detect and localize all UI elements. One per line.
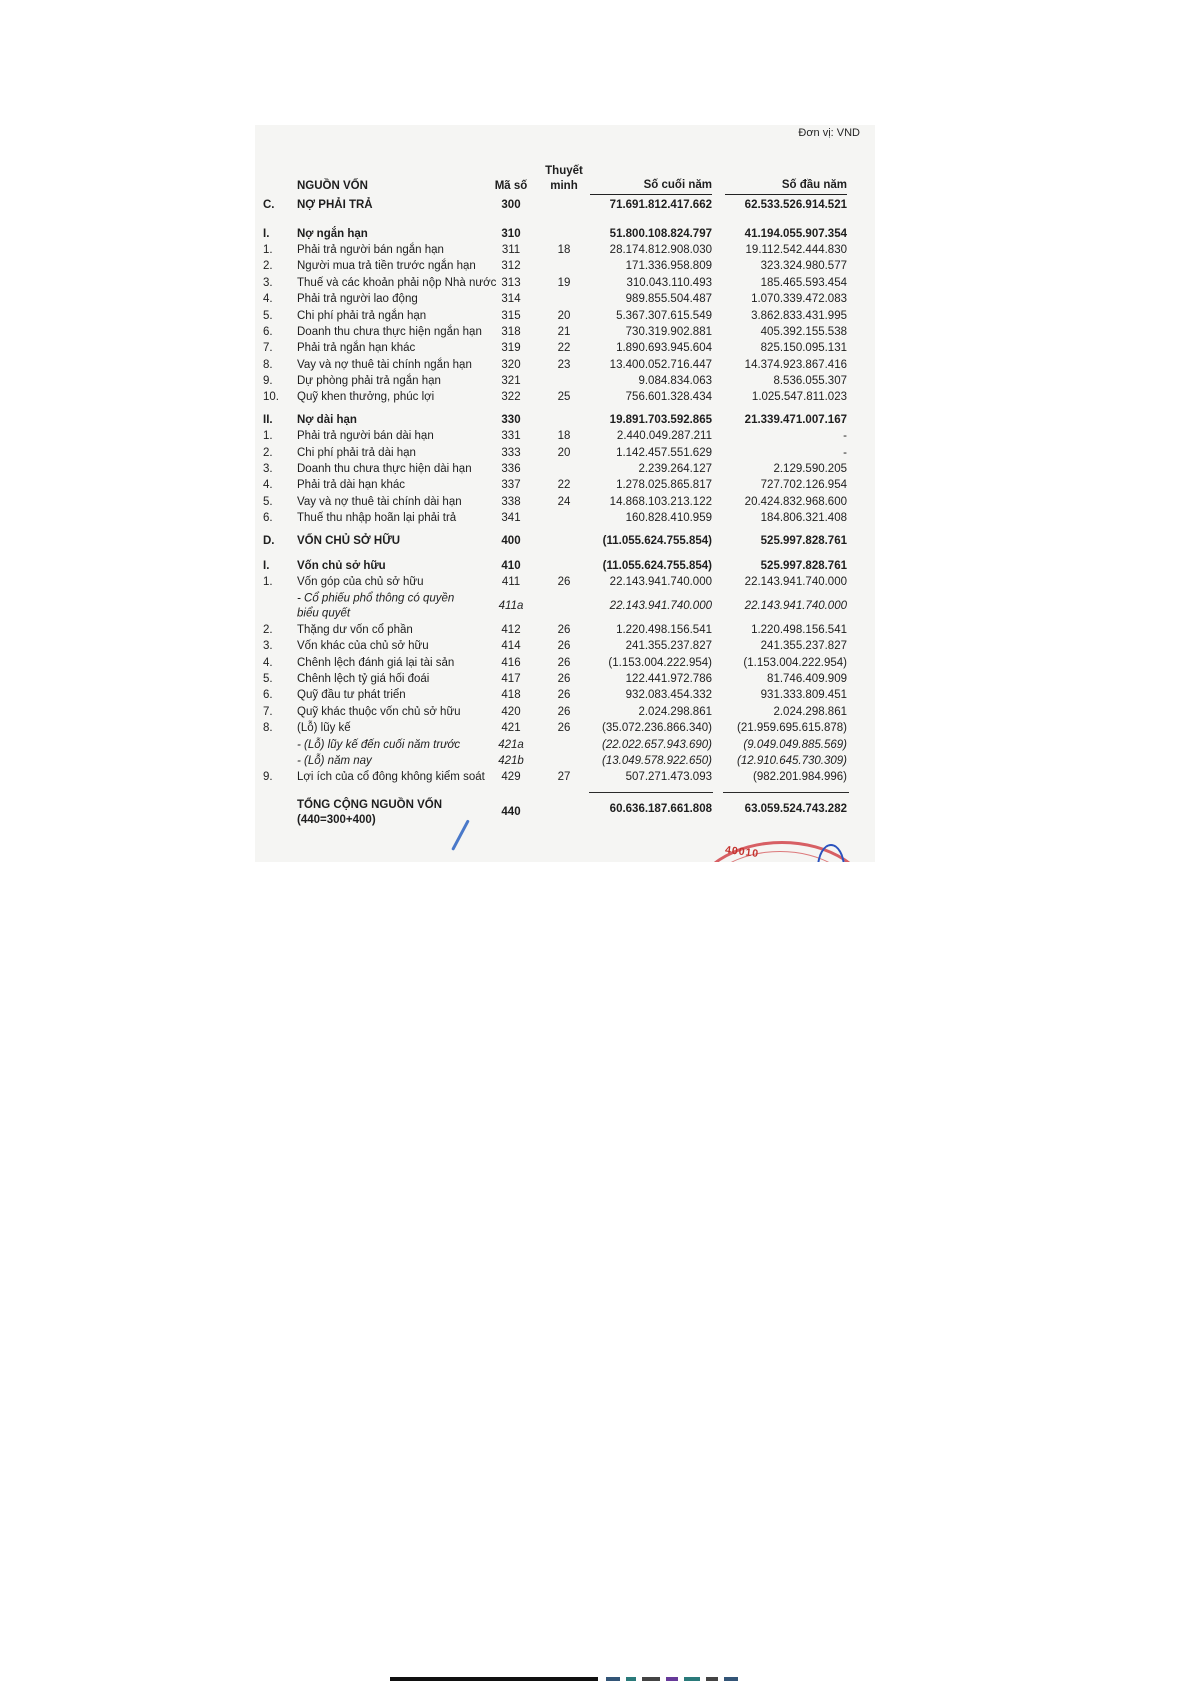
row-code: 300 [501, 198, 521, 211]
table-row [255, 532, 875, 548]
row-label: Doanh thu chưa thực hiện dài hạn [297, 462, 472, 475]
row-begin-value: 405.392.155.538 [760, 325, 847, 338]
table-body [255, 197, 875, 844]
row-label: Quỹ khác thuộc vốn chủ sở hữu [297, 705, 461, 718]
row-code: 330 [501, 413, 521, 426]
row-index: 2. [263, 260, 273, 273]
row-index: 1. [263, 576, 273, 589]
row-index: 6. [263, 689, 273, 702]
row-index: 4. [263, 479, 273, 492]
row-note: 26 [557, 721, 571, 734]
row-end-value: 932.083.454.332 [625, 689, 712, 702]
table-row [255, 720, 875, 736]
row-begin-value: 22.143.941.740.000 [744, 576, 847, 589]
row-code: 400 [501, 534, 521, 547]
row-index: 3. [263, 462, 273, 475]
row-code: 321 [501, 374, 521, 387]
row-label: Quỹ khen thưởng, phúc lợi [297, 391, 435, 404]
row-end-value: 1.278.025.865.817 [616, 479, 712, 492]
row-begin-value: 1.220.498.156.541 [751, 623, 847, 636]
row-label: Doanh thu chưa thực hiện ngắn hạn [297, 325, 482, 338]
row-end-value: 28.174.812.908.030 [609, 243, 712, 256]
table-header [255, 145, 875, 195]
row-note: 19 [557, 276, 571, 289]
row-begin-value: 1.070.339.472.083 [751, 292, 847, 305]
row-end-value: 241.355.237.827 [625, 639, 712, 652]
table-row [255, 591, 875, 622]
row-index: C. [263, 198, 275, 211]
cut-off-text-fragment [706, 1677, 718, 1681]
row-code: 318 [501, 325, 521, 338]
row-end-value: 9.084.834.063 [638, 374, 712, 387]
table-row [255, 558, 875, 574]
row-end-value: 22.143.941.740.000 [609, 576, 712, 589]
row-label: Chênh lệch tỷ giá hối đoái [297, 672, 430, 685]
row-begin-value: (1.153.004.222.954) [743, 656, 847, 669]
row-note: 20 [557, 309, 571, 322]
row-end-value: 730.319.902.881 [625, 325, 712, 338]
row-label: Nợ ngắn hạn [297, 227, 368, 240]
cut-off-text-fragment [626, 1677, 636, 1681]
row-index: 2. [263, 623, 273, 636]
row-label: Phải trả dài hạn khác [297, 479, 406, 492]
cut-off-text-fragment [724, 1677, 738, 1681]
row-code: 411a [498, 599, 524, 612]
row-end-value: 122.441.972.786 [625, 672, 712, 685]
row-note: 27 [557, 771, 571, 784]
row-end-value: (11.055.624.755.854) [602, 534, 712, 547]
row-label: Phải trả người bán ngắn hạn [297, 243, 444, 256]
row-note: 26 [557, 623, 571, 636]
row-index: 10. [263, 391, 279, 404]
row-index: I. [263, 227, 270, 240]
column-header-so-dau-nam: Số đầu năm [725, 179, 847, 195]
row-label: Lợi ích của cổ đông không kiểm soát [297, 771, 485, 784]
column-header-ma-so: Mã số [494, 180, 528, 192]
cut-off-text-fragment [666, 1677, 678, 1681]
row-index: 3. [263, 639, 273, 652]
row-begin-value: 81.746.409.909 [767, 672, 847, 685]
row-end-value: (1.153.004.222.954) [608, 656, 712, 669]
table-row [255, 340, 875, 356]
row-index: 1. [263, 430, 273, 443]
row-label: Phải trả người lao động [297, 292, 418, 305]
row-begin-value: 185.465.593.454 [760, 276, 847, 289]
table-row [255, 242, 875, 258]
row-begin-value: (12.910.645.730.309) [737, 754, 847, 767]
column-header-nguon-von: NGUỒN VỐN [297, 180, 368, 192]
row-note: 26 [557, 656, 571, 669]
row-code: 310 [501, 227, 521, 240]
table-row [255, 389, 875, 405]
row-note: 20 [557, 446, 571, 459]
row-label: - Cổ phiếu phổ thông có quyền biểu quyết [297, 592, 455, 620]
column-header-note-line1: Thuyết [545, 165, 583, 177]
row-label: (Lỗ) lũy kế [297, 721, 351, 734]
table-row [255, 258, 875, 274]
total-begin-value: 63.059.524.743.282 [744, 802, 847, 815]
table-rows [255, 197, 875, 786]
row-end-value: 989.855.504.487 [625, 292, 712, 305]
row-note: 22 [557, 342, 571, 355]
row-begin-value: 241.355.237.827 [760, 639, 847, 652]
row-index: 8. [263, 721, 273, 734]
row-label: Vay và nợ thuê tài chính ngắn hạn [297, 358, 472, 371]
row-end-value: 14.868.103.213.122 [609, 495, 712, 508]
row-label: Quỹ đầu tư phát triển [297, 689, 406, 702]
row-end-value: 19.891.703.592.865 [609, 413, 712, 426]
row-label: VỐN CHỦ SỞ HỮU [297, 534, 401, 547]
row-note: 26 [557, 705, 571, 718]
row-index: II. [263, 413, 273, 426]
row-end-value: (11.055.624.755.854) [602, 559, 712, 572]
row-label: Thuế và các khoản phải nộp Nhà nước [297, 276, 497, 289]
total-label-line2: (440=300+400) [297, 814, 376, 826]
row-index: 5. [263, 495, 273, 508]
row-note: 21 [557, 325, 571, 338]
table-row [255, 704, 875, 720]
row-index: 9. [263, 771, 273, 784]
row-note: 26 [557, 672, 571, 685]
row-index: 5. [263, 309, 273, 322]
cut-off-footer-line [390, 1677, 598, 1681]
row-begin-value: 21.339.471.007.167 [744, 413, 847, 426]
row-code: 421 [501, 721, 521, 734]
row-note: 25 [557, 391, 571, 404]
row-code: 311 [501, 243, 521, 256]
row-begin-value: 8.536.055.307 [773, 374, 847, 387]
row-label: Chênh lệch đánh giá lại tài sản [297, 656, 455, 669]
row-end-value: 160.828.410.959 [625, 511, 712, 524]
total-label-line1: TỔNG CỘNG NGUỒN VỐN [297, 798, 443, 811]
row-begin-value: 22.143.941.740.000 [744, 599, 847, 612]
row-end-value: 507.271.473.093 [625, 771, 712, 784]
row-code: 337 [501, 479, 521, 492]
row-begin-value: 525.997.828.761 [760, 559, 847, 572]
table-row [255, 461, 875, 477]
row-end-value: (35.072.236.866.340) [602, 721, 712, 734]
row-code: 331 [501, 430, 521, 443]
column-header-so-cuoi-nam: Số cuối năm [590, 179, 712, 195]
balance-sheet-page [255, 125, 875, 862]
table-row [255, 671, 875, 687]
row-label: Vốn góp của chủ sở hữu [297, 576, 424, 589]
row-index: 4. [263, 292, 273, 305]
table-row [255, 477, 875, 493]
total-end-value: 60.636.187.661.808 [609, 802, 712, 815]
row-note: 26 [557, 576, 571, 589]
row-code: 338 [501, 495, 521, 508]
table-row [255, 736, 875, 752]
table-row [255, 324, 875, 340]
table-row [255, 357, 875, 373]
row-end-value: 2.024.298.861 [638, 705, 712, 718]
row-code: 312 [501, 260, 521, 273]
row-end-value: 1.220.498.156.541 [616, 623, 712, 636]
table-row [255, 654, 875, 670]
row-begin-value: (21.959.695.615.878) [737, 721, 847, 734]
row-label: Vốn chủ sở hữu [297, 559, 386, 572]
row-end-value: 51.800.108.824.797 [609, 227, 712, 240]
row-label: NỢ PHẢI TRẢ [297, 198, 373, 211]
row-begin-value: - [843, 430, 847, 443]
row-label: Phải trả ngắn hạn khác [297, 342, 416, 355]
row-index: 1. [263, 243, 273, 256]
table-row [255, 574, 875, 590]
row-begin-value: 41.194.055.907.354 [744, 227, 847, 240]
row-begin-value: 2.024.298.861 [773, 705, 847, 718]
row-code: 421a [498, 738, 524, 751]
row-label: Người mua trả tiền trước ngắn hạn [297, 260, 476, 273]
row-code: 411 [501, 576, 521, 589]
row-end-value: 2.239.264.127 [638, 462, 712, 475]
row-begin-value: 3.862.833.431.995 [751, 309, 847, 322]
row-code: 429 [501, 771, 521, 784]
row-begin-value: 19.112.542.444.830 [745, 243, 847, 256]
row-note: 22 [557, 479, 571, 492]
currency-unit-label: Đơn vị: VND [798, 127, 860, 139]
row-note: 18 [557, 430, 571, 443]
row-code: 319 [501, 342, 521, 355]
row-code: 322 [501, 391, 521, 404]
row-end-value: 756.601.328.434 [625, 391, 712, 404]
row-end-value: 22.143.941.740.000 [609, 599, 712, 612]
row-index: 9. [263, 374, 273, 387]
row-end-value: 5.367.307.615.549 [616, 309, 712, 322]
row-label: Thặng dư vốn cổ phần [297, 623, 413, 636]
row-code: 333 [501, 446, 521, 459]
table-row [255, 373, 875, 389]
row-label: Nợ dài hạn [297, 413, 357, 426]
total-rule-end-column [589, 792, 713, 793]
row-index: D. [263, 534, 275, 547]
row-code: 320 [501, 358, 521, 371]
row-code: 414 [501, 639, 521, 652]
row-index: 7. [263, 342, 273, 355]
table-row [255, 291, 875, 307]
row-code: 420 [501, 705, 521, 718]
row-code: 341 [501, 511, 521, 524]
row-index: 7. [263, 705, 273, 718]
row-note: 23 [557, 358, 571, 371]
row-code: 410 [501, 559, 521, 572]
table-row [255, 622, 875, 638]
row-code: 313 [501, 276, 521, 289]
row-code: 416 [501, 656, 521, 669]
row-note: 18 [557, 243, 571, 256]
row-end-value: (13.049.578.922.650) [602, 754, 712, 767]
row-label: Vay và nợ thuê tài chính dài hạn [297, 495, 462, 508]
row-index: 2. [263, 446, 273, 459]
table-row [255, 444, 875, 460]
table-row [255, 412, 875, 428]
row-note: 24 [557, 495, 571, 508]
column-header-note-line2: minh [550, 180, 578, 192]
cut-off-text-fragment [684, 1677, 700, 1681]
row-begin-value: 931.333.809.451 [760, 689, 847, 702]
row-begin-value: (9.049.049.885.569) [743, 738, 847, 751]
table-row [255, 510, 875, 526]
row-code: 412 [501, 623, 521, 636]
row-begin-value: 727.702.126.954 [760, 479, 847, 492]
table-row [255, 769, 875, 785]
table-row [255, 494, 875, 510]
total-rule-begin-column [723, 792, 849, 793]
total-code: 440 [501, 805, 521, 818]
row-note: 26 [557, 689, 571, 702]
table-row [255, 687, 875, 703]
row-label: Dự phòng phải trả ngắn hạn [297, 374, 441, 387]
row-begin-value: 1.025.547.811.023 [751, 391, 847, 404]
table-row [255, 753, 875, 769]
table-row [255, 307, 875, 323]
row-label: Chi phí phải trả ngắn hạn [297, 309, 427, 322]
row-end-value: (22.022.657.943.690) [602, 738, 712, 751]
row-begin-value: 825.150.095.131 [760, 342, 847, 355]
row-end-value: 2.440.049.287.211 [616, 430, 712, 443]
row-index: I. [263, 559, 270, 572]
table-row [255, 225, 875, 241]
total-label [297, 798, 442, 829]
row-label: Vốn khác của chủ sở hữu [297, 639, 429, 652]
row-index: 6. [263, 325, 273, 338]
total-row [255, 790, 875, 844]
row-end-value: 171.336.958.809 [625, 260, 712, 273]
table-row [255, 275, 875, 291]
row-begin-value: 20.424.832.968.600 [744, 495, 847, 508]
table-row [255, 197, 875, 213]
row-index: 8. [263, 358, 273, 371]
row-code: 336 [501, 462, 521, 475]
row-begin-value: 2.129.590.205 [773, 462, 847, 475]
row-label: Thuế thu nhập hoãn lại phải trả [297, 511, 457, 524]
table-row [255, 638, 875, 654]
row-index: 6. [263, 511, 273, 524]
cut-off-text-fragment [606, 1677, 620, 1681]
cut-off-text-fragment [642, 1677, 660, 1681]
row-code: 421b [498, 754, 524, 767]
row-code: 314 [501, 292, 521, 305]
row-code: 315 [501, 309, 521, 322]
row-begin-value: 525.997.828.761 [760, 534, 847, 547]
row-begin-value: 62.533.526.914.521 [744, 198, 847, 211]
row-begin-value: 14.374.923.867.416 [744, 358, 847, 371]
row-end-value: 1.890.693.945.604 [616, 342, 712, 355]
row-index: 3. [263, 276, 273, 289]
row-end-value: 71.691.812.417.662 [609, 198, 712, 211]
row-begin-value: (982.201.984.996) [753, 771, 847, 784]
row-end-value: 1.142.457.551.629 [616, 446, 712, 459]
row-label: - (Lỗ) lũy kế đến cuối năm trước [297, 738, 461, 751]
row-begin-value: - [843, 446, 847, 459]
row-note: 26 [557, 639, 571, 652]
row-label: Chi phí phải trả dài hạn [297, 446, 416, 459]
row-begin-value: 323.324.980.577 [760, 260, 847, 273]
row-end-value: 310.043.110.493 [626, 276, 712, 289]
red-stamp-text: 40010 [724, 843, 760, 861]
row-index: 4. [263, 656, 273, 669]
row-end-value: 13.400.052.716.447 [609, 358, 712, 371]
row-index: 5. [263, 672, 273, 685]
row-code: 418 [501, 689, 521, 702]
row-code: 417 [501, 672, 521, 685]
row-label: Phải trả người bán dài hạn [297, 430, 434, 443]
table-row [255, 428, 875, 444]
row-label: - (Lỗ) năm nay [297, 754, 372, 767]
row-begin-value: 184.806.321.408 [760, 511, 847, 524]
